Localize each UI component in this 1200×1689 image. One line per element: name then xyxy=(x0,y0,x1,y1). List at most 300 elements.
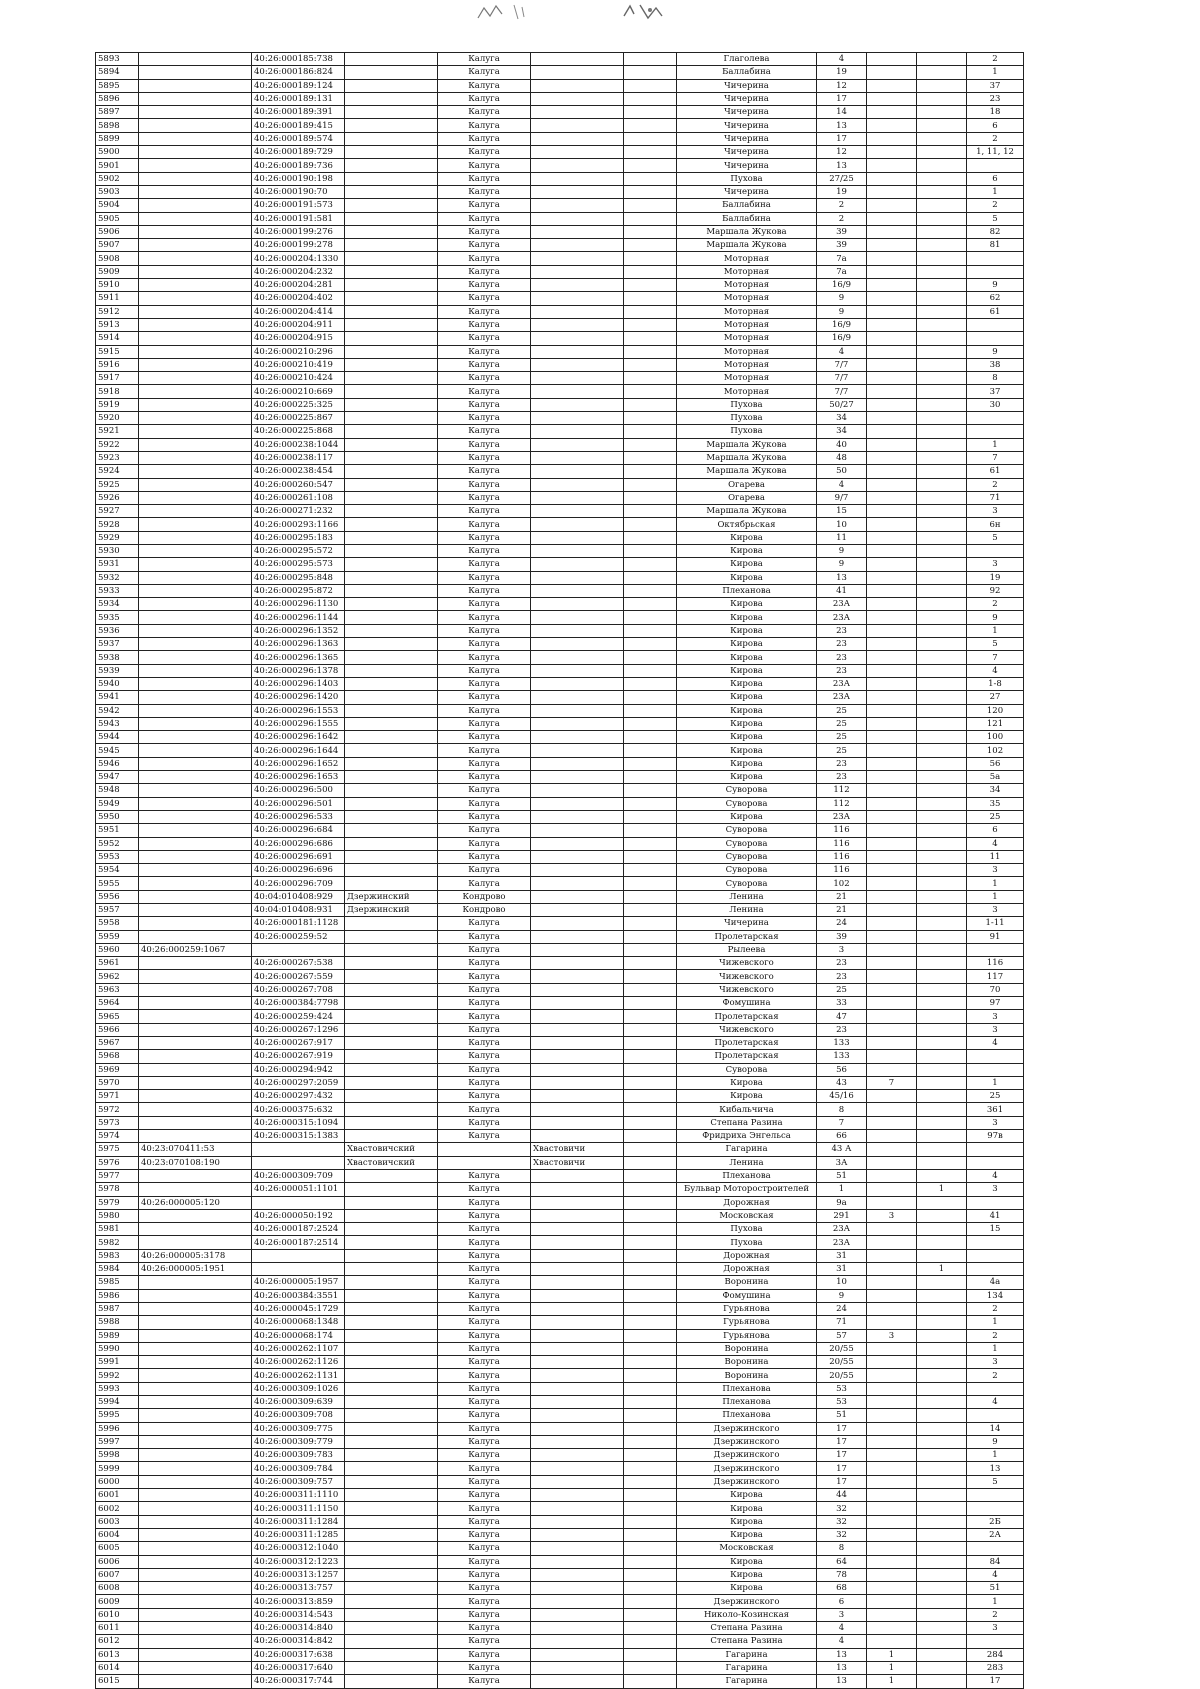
table-cell-cad_b: 40:26:000262:1107 xyxy=(252,1342,345,1355)
table-cell-village xyxy=(624,717,677,730)
table-cell-cad_b: 40:26:000295:848 xyxy=(252,571,345,584)
table-cell-flat xyxy=(917,1196,967,1209)
table-cell-settlement xyxy=(531,1090,624,1103)
table-cell-village xyxy=(624,890,677,903)
table-cell-city: Калуга xyxy=(438,850,531,863)
table-cell-street: Суворова xyxy=(677,1063,817,1076)
table-cell-num: 5909 xyxy=(96,265,139,278)
table-cell-room: 2 xyxy=(967,598,1024,611)
table-cell-building xyxy=(867,864,917,877)
table-cell-num: 5908 xyxy=(96,252,139,265)
table-row xyxy=(96,398,1024,411)
table-cell-settlement xyxy=(531,438,624,451)
table-row xyxy=(96,1475,1024,1488)
table-cell-district xyxy=(345,1316,438,1329)
table-cell-cad_b: 40:26:000204:402 xyxy=(252,292,345,305)
table-cell-street: Кирова xyxy=(677,531,817,544)
table-cell-cad_a xyxy=(139,1582,252,1595)
table-cell-village xyxy=(624,1675,677,1688)
table-cell-city: Калуга xyxy=(438,1010,531,1023)
table-cell-city: Калуга xyxy=(438,132,531,145)
table-cell-cad_b: 40:26:000294:942 xyxy=(252,1063,345,1076)
table-cell-settlement xyxy=(531,1316,624,1329)
table-cell-city: Калуга xyxy=(438,1036,531,1049)
table-cell-flat xyxy=(917,1169,967,1182)
table-row xyxy=(96,1528,1024,1541)
table-cell-building xyxy=(867,890,917,903)
table-cell-room: 91 xyxy=(967,930,1024,943)
table-cell-house: 23А xyxy=(817,611,867,624)
table-cell-flat xyxy=(917,1063,967,1076)
table-cell-room: 102 xyxy=(967,744,1024,757)
table-cell-building xyxy=(867,997,917,1010)
table-cell-house: 13 xyxy=(817,159,867,172)
table-cell-settlement xyxy=(531,704,624,717)
table-cell-cad_a xyxy=(139,119,252,132)
table-cell-flat xyxy=(917,1023,967,1036)
table-cell-num: 5969 xyxy=(96,1063,139,1076)
table-cell-room: 4а xyxy=(967,1276,1024,1289)
table-row xyxy=(96,225,1024,238)
table-cell-village xyxy=(624,824,677,837)
table-cell-house: 34 xyxy=(817,412,867,425)
table-cell-flat xyxy=(917,225,967,238)
table-cell-district xyxy=(345,239,438,252)
table-cell-flat xyxy=(917,611,967,624)
table-row xyxy=(96,1661,1024,1674)
table-cell-district xyxy=(345,744,438,757)
table-cell-district xyxy=(345,1209,438,1222)
table-cell-city: Калуга xyxy=(438,279,531,292)
table-cell-cad_b: 40:26:000296:1642 xyxy=(252,731,345,744)
table-cell-cad_a xyxy=(139,784,252,797)
table-cell-settlement xyxy=(531,584,624,597)
table-cell-flat xyxy=(917,1595,967,1608)
table-cell-settlement xyxy=(531,199,624,212)
table-cell-city: Калуга xyxy=(438,1635,531,1648)
table-row xyxy=(96,983,1024,996)
table-row xyxy=(96,558,1024,571)
table-cell-district xyxy=(345,997,438,1010)
table-cell-district xyxy=(345,624,438,637)
table-cell-district xyxy=(345,1183,438,1196)
table-cell-room: 1 xyxy=(967,1076,1024,1089)
table-cell-settlement xyxy=(531,810,624,823)
table-cell-village xyxy=(624,1608,677,1621)
table-cell-flat xyxy=(917,664,967,677)
table-cell-city: Калуга xyxy=(438,864,531,877)
table-cell-building xyxy=(867,638,917,651)
table-cell-cad_a xyxy=(139,1236,252,1249)
table-cell-cad_b: 40:26:000315:1383 xyxy=(252,1130,345,1143)
table-cell-house: 48 xyxy=(817,451,867,464)
table-cell-village xyxy=(624,810,677,823)
table-cell-building xyxy=(867,664,917,677)
table-cell-cad_b: 40:26:000204:281 xyxy=(252,279,345,292)
table-cell-cad_a xyxy=(139,544,252,557)
table-cell-city: Калуга xyxy=(438,877,531,890)
table-cell-settlement xyxy=(531,824,624,837)
table-cell-village xyxy=(624,358,677,371)
table-cell-city: Калуга xyxy=(438,1302,531,1315)
table-cell-district xyxy=(345,810,438,823)
table-cell-street: Пролетарская xyxy=(677,1036,817,1049)
table-cell-num: 5922 xyxy=(96,438,139,451)
table-cell-street: Пухова xyxy=(677,425,817,438)
table-cell-district xyxy=(345,1595,438,1608)
table-cell-settlement xyxy=(531,478,624,491)
table-cell-building xyxy=(867,691,917,704)
table-cell-city: Калуга xyxy=(438,119,531,132)
table-cell-city: Калуга xyxy=(438,1196,531,1209)
table-cell-village xyxy=(624,1263,677,1276)
table-cell-street: Кирова xyxy=(677,544,817,557)
table-cell-district xyxy=(345,1555,438,1568)
table-cell-num: 5913 xyxy=(96,318,139,331)
table-cell-settlement xyxy=(531,771,624,784)
table-cell-house: 8 xyxy=(817,1542,867,1555)
table-cell-district xyxy=(345,1356,438,1369)
table-cell-village xyxy=(624,491,677,504)
table-row xyxy=(96,1063,1024,1076)
table-cell-village xyxy=(624,624,677,637)
table-cell-cad_b: 40:26:000384:3551 xyxy=(252,1289,345,1302)
table-cell-house: 17 xyxy=(817,92,867,105)
table-cell-house: 13 xyxy=(817,1661,867,1674)
table-cell-street: Чичерина xyxy=(677,106,817,119)
table-cell-num: 5998 xyxy=(96,1449,139,1462)
table-row xyxy=(96,890,1024,903)
table-cell-cad_b: 40:26:000314:842 xyxy=(252,1635,345,1648)
table-cell-city: Калуга xyxy=(438,1409,531,1422)
table-cell-street: Воронина xyxy=(677,1276,817,1289)
table-cell-house: 23 xyxy=(817,651,867,664)
table-cell-city: Калуга xyxy=(438,1329,531,1342)
table-cell-flat xyxy=(917,904,967,917)
table-cell-city: Калуга xyxy=(438,252,531,265)
table-cell-flat xyxy=(917,332,967,345)
table-cell-num: 5897 xyxy=(96,106,139,119)
table-cell-city: Калуга xyxy=(438,412,531,425)
table-cell-cad_b: 40:26:000296:1378 xyxy=(252,664,345,677)
table-cell-district xyxy=(345,943,438,956)
table-cell-settlement xyxy=(531,1050,624,1063)
table-cell-city: Калуга xyxy=(438,1023,531,1036)
table-cell-flat xyxy=(917,1635,967,1648)
table-cell-cad_b: 40:26:000225:868 xyxy=(252,425,345,438)
table-cell-cad_a xyxy=(139,717,252,730)
table-cell-house: 17 xyxy=(817,1449,867,1462)
table-cell-building xyxy=(867,983,917,996)
table-cell-cad_b: 40:26:000210:669 xyxy=(252,385,345,398)
table-cell-room: 5 xyxy=(967,1475,1024,1488)
table-cell-house: 9 xyxy=(817,544,867,557)
table-cell-room: 3 xyxy=(967,505,1024,518)
table-row xyxy=(96,970,1024,983)
table-row xyxy=(96,1116,1024,1129)
table-cell-settlement xyxy=(531,1435,624,1448)
table-row xyxy=(96,53,1024,66)
table-cell-street: Маршала Жукова xyxy=(677,438,817,451)
table-cell-house: 7/7 xyxy=(817,358,867,371)
table-cell-district xyxy=(345,1196,438,1209)
table-cell-settlement xyxy=(531,1130,624,1143)
table-cell-district xyxy=(345,571,438,584)
table-cell-cad_a xyxy=(139,465,252,478)
table-cell-flat xyxy=(917,252,967,265)
table-cell-room: 4 xyxy=(967,1169,1024,1182)
table-cell-room: 3 xyxy=(967,1183,1024,1196)
table-cell-house: 7/7 xyxy=(817,385,867,398)
table-cell-num: 5899 xyxy=(96,132,139,145)
table-cell-cad_b: 40:26:000296:1420 xyxy=(252,691,345,704)
table-cell-num: 5950 xyxy=(96,810,139,823)
table-cell-num: 6012 xyxy=(96,1635,139,1648)
table-cell-cad_b: 40:26:000267:708 xyxy=(252,983,345,996)
table-cell-num: 5936 xyxy=(96,624,139,637)
table-cell-room xyxy=(967,318,1024,331)
table-cell-building xyxy=(867,810,917,823)
table-cell-num: 5992 xyxy=(96,1369,139,1382)
table-cell-building xyxy=(867,1475,917,1488)
table-cell-room xyxy=(967,1263,1024,1276)
table-cell-district xyxy=(345,1169,438,1182)
table-cell-room: 5а xyxy=(967,771,1024,784)
table-cell-district xyxy=(345,505,438,518)
table-cell-cad_a xyxy=(139,451,252,464)
table-cell-flat xyxy=(917,890,967,903)
table-cell-building xyxy=(867,1010,917,1023)
table-cell-num: 6006 xyxy=(96,1555,139,1568)
table-row xyxy=(96,1316,1024,1329)
table-cell-flat xyxy=(917,624,967,637)
table-cell-room: 3 xyxy=(967,1116,1024,1129)
table-cell-cad_a xyxy=(139,106,252,119)
table-cell-district xyxy=(345,1076,438,1089)
table-cell-room: 1 xyxy=(967,1595,1024,1608)
table-row xyxy=(96,79,1024,92)
table-cell-settlement xyxy=(531,345,624,358)
table-cell-street: Маршала Жукова xyxy=(677,239,817,252)
table-cell-flat xyxy=(917,1462,967,1475)
table-cell-house: 25 xyxy=(817,744,867,757)
table-cell-street: Баллабина xyxy=(677,212,817,225)
table-cell-village xyxy=(624,412,677,425)
table-cell-street: Московская xyxy=(677,1209,817,1222)
table-cell-cad_a xyxy=(139,744,252,757)
table-cell-num: 5943 xyxy=(96,717,139,730)
table-cell-city: Калуга xyxy=(438,1608,531,1621)
table-cell-cad_b: 40:26:000297:2059 xyxy=(252,1076,345,1089)
table-cell-building xyxy=(867,1090,917,1103)
table-row xyxy=(96,757,1024,770)
table-row xyxy=(96,318,1024,331)
table-cell-num: 5980 xyxy=(96,1209,139,1222)
table-cell-street: Моторная xyxy=(677,318,817,331)
table-cell-building: 7 xyxy=(867,1076,917,1089)
table-cell-cad_a xyxy=(139,1515,252,1528)
table-cell-settlement xyxy=(531,385,624,398)
table-cell-city: Калуга xyxy=(438,544,531,557)
table-cell-house: 291 xyxy=(817,1209,867,1222)
table-row xyxy=(96,1236,1024,1249)
table-cell-street: Кирова xyxy=(677,638,817,651)
table-cell-cad_b: 40:26:000297:432 xyxy=(252,1090,345,1103)
table-cell-village xyxy=(624,677,677,690)
table-cell-street: Николо-Козинская xyxy=(677,1608,817,1621)
table-cell-cad_a: 40:23:070108:190 xyxy=(139,1156,252,1169)
table-cell-house: 9 xyxy=(817,292,867,305)
table-cell-flat xyxy=(917,1622,967,1635)
table-cell-cad_a xyxy=(139,611,252,624)
table-cell-room: 3 xyxy=(967,1023,1024,1036)
table-cell-num: 5944 xyxy=(96,731,139,744)
table-cell-cad_a xyxy=(139,1475,252,1488)
table-cell-room: 38 xyxy=(967,358,1024,371)
table-cell-village xyxy=(624,199,677,212)
table-cell-district xyxy=(345,584,438,597)
table-cell-village xyxy=(624,571,677,584)
table-cell-building xyxy=(867,584,917,597)
table-cell-district xyxy=(345,412,438,425)
table-cell-cad_b: 40:26:000186:824 xyxy=(252,66,345,79)
table-cell-num: 5967 xyxy=(96,1036,139,1049)
table-cell-house: 43 А xyxy=(817,1143,867,1156)
table-cell-house: 13 xyxy=(817,571,867,584)
table-cell-flat xyxy=(917,159,967,172)
table-cell-cad_b: 40:26:000311:1150 xyxy=(252,1502,345,1515)
table-cell-cad_a xyxy=(139,1528,252,1541)
table-cell-house: 2 xyxy=(817,199,867,212)
table-cell-house: 51 xyxy=(817,1169,867,1182)
table-cell-house: 13 xyxy=(817,1675,867,1688)
table-cell-city: Калуга xyxy=(438,185,531,198)
table-cell-street: Дорожная xyxy=(677,1263,817,1276)
table-cell-village xyxy=(624,505,677,518)
table-cell-flat xyxy=(917,531,967,544)
table-cell-cad_a xyxy=(139,425,252,438)
table-cell-settlement xyxy=(531,1515,624,1528)
table-row xyxy=(96,1196,1024,1209)
table-cell-house: 9а xyxy=(817,1196,867,1209)
table-cell-flat xyxy=(917,598,967,611)
table-cell-settlement xyxy=(531,1635,624,1648)
table-cell-cad_b: 40:26:000050:192 xyxy=(252,1209,345,1222)
table-cell-city: Калуга xyxy=(438,624,531,637)
table-cell-room: 2Б xyxy=(967,1515,1024,1528)
table-row xyxy=(96,438,1024,451)
table-cell-building xyxy=(867,106,917,119)
table-cell-cad_a xyxy=(139,1010,252,1023)
table-cell-settlement xyxy=(531,491,624,504)
table-cell-flat xyxy=(917,757,967,770)
table-cell-cad_a xyxy=(139,571,252,584)
table-cell-district xyxy=(345,1223,438,1236)
table-cell-district xyxy=(345,1582,438,1595)
table-cell-cad_a xyxy=(139,1209,252,1222)
table-cell-cad_b: 40:26:000314:840 xyxy=(252,1622,345,1635)
table-cell-settlement xyxy=(531,1622,624,1635)
table-cell-settlement xyxy=(531,1209,624,1222)
table-cell-city: Калуга xyxy=(438,1130,531,1143)
table-row xyxy=(96,1289,1024,1302)
table-cell-street: Дзержинского xyxy=(677,1595,817,1608)
table-cell-cad_a xyxy=(139,398,252,411)
table-cell-num: 5973 xyxy=(96,1116,139,1129)
table-row xyxy=(96,146,1024,159)
table-cell-street: Фридриха Энгельса xyxy=(677,1130,817,1143)
table-cell-district xyxy=(345,358,438,371)
table-cell-street: Чичерина xyxy=(677,917,817,930)
table-cell-room xyxy=(967,1050,1024,1063)
table-row xyxy=(96,1342,1024,1355)
table-cell-house: 39 xyxy=(817,930,867,943)
table-row xyxy=(96,691,1024,704)
table-cell-cad_b: 40:26:000296:1365 xyxy=(252,651,345,664)
table-cell-flat xyxy=(917,491,967,504)
table-cell-cad_a xyxy=(139,1289,252,1302)
table-cell-house: 19 xyxy=(817,66,867,79)
table-cell-num: 5934 xyxy=(96,598,139,611)
table-cell-street: Моторная xyxy=(677,332,817,345)
table-cell-house: 17 xyxy=(817,1475,867,1488)
table-row xyxy=(96,1502,1024,1515)
table-cell-street: Кирова xyxy=(677,717,817,730)
table-row xyxy=(96,159,1024,172)
table-cell-cad_a xyxy=(139,1076,252,1089)
table-cell-cad_b: 40:26:000296:686 xyxy=(252,837,345,850)
table-cell-street: Дзержинского xyxy=(677,1462,817,1475)
table-cell-house: 51 xyxy=(817,1409,867,1422)
table-cell-cad_a xyxy=(139,664,252,677)
table-cell-cad_b: 40:26:000314:543 xyxy=(252,1608,345,1621)
table-cell-house: 17 xyxy=(817,1462,867,1475)
table-cell-city: Калуга xyxy=(438,531,531,544)
table-cell-num: 6014 xyxy=(96,1661,139,1674)
table-row xyxy=(96,172,1024,185)
table-cell-district xyxy=(345,279,438,292)
table-cell-house: 23А xyxy=(817,598,867,611)
table-cell-house: 8 xyxy=(817,1103,867,1116)
table-cell-settlement xyxy=(531,1582,624,1595)
table-cell-city: Калуга xyxy=(438,1622,531,1635)
table-cell-building xyxy=(867,797,917,810)
table-cell-cad_a xyxy=(139,598,252,611)
table-cell-cad_a: 40:26:000259:1067 xyxy=(139,943,252,956)
table-row xyxy=(96,1449,1024,1462)
table-cell-village xyxy=(624,1382,677,1395)
table-cell-street: Суворова xyxy=(677,784,817,797)
table-cell-city: Калуга xyxy=(438,1595,531,1608)
table-cell-village xyxy=(624,1196,677,1209)
table-cell-village xyxy=(624,1422,677,1435)
table-cell-room: 2 xyxy=(967,53,1024,66)
table-cell-city: Калуга xyxy=(438,451,531,464)
table-cell-district xyxy=(345,451,438,464)
table-cell-street: Маршала Жукова xyxy=(677,505,817,518)
table-cell-street: Кирова xyxy=(677,624,817,637)
table-cell-district xyxy=(345,1036,438,1049)
table-cell-room: 35 xyxy=(967,797,1024,810)
table-cell-building xyxy=(867,784,917,797)
table-cell-building xyxy=(867,1382,917,1395)
table-row xyxy=(96,1302,1024,1315)
table-cell-building xyxy=(867,345,917,358)
table-cell-flat xyxy=(917,318,967,331)
table-cell-settlement xyxy=(531,837,624,850)
table-cell-street: Степана Разина xyxy=(677,1622,817,1635)
table-cell-city: Калуга xyxy=(438,757,531,770)
